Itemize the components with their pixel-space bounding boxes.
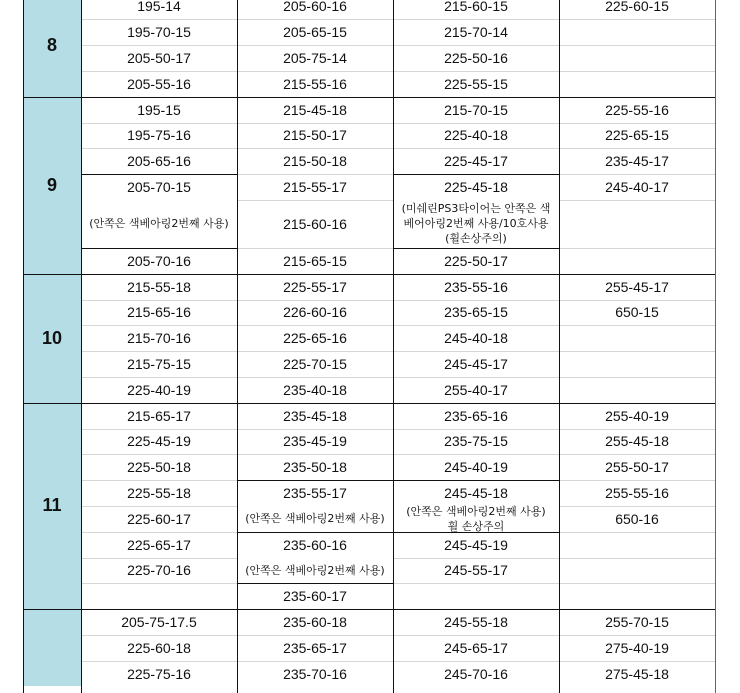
tire-size-cell: 225-65-15 <box>605 127 669 144</box>
tire-size-cell: 255-45-17 <box>605 278 669 295</box>
row-divider <box>559 558 715 559</box>
bearing-note <box>81 200 237 248</box>
tire-size-cell: 255-70-15 <box>605 613 669 630</box>
tire-size-cell: 215-70-16 <box>127 330 191 347</box>
group-label: 10 <box>41 327 63 348</box>
tire-size-cell: 245-40-17 <box>605 178 669 195</box>
tire-size-cell: 235-70-16 <box>283 665 347 682</box>
bearing-note-text <box>402 201 551 246</box>
tire-size-cell: 215-50-18 <box>283 153 347 170</box>
row-divider <box>559 583 715 584</box>
tire-size-cell: 225-55-17 <box>283 278 347 295</box>
tire-size-cell: 235-65-15 <box>444 304 508 321</box>
row-divider <box>393 583 559 584</box>
tire-size-cell: 245-55-18 <box>444 613 508 630</box>
tire-size-cell: 255-55-16 <box>605 484 669 501</box>
tire-size-cell: 245-65-17 <box>444 639 508 656</box>
tire-size-cell: 225-50-18 <box>127 459 191 476</box>
tire-size-cell: 235-45-18 <box>283 407 347 424</box>
table-right-edge <box>715 0 716 693</box>
tire-size-cell: 195-14 <box>137 0 181 15</box>
tire-size-cell: 215-65-17 <box>127 407 191 424</box>
row-divider <box>559 200 715 201</box>
tire-size-cell: 215-65-16 <box>127 304 191 321</box>
tire-size-cell: 205-55-16 <box>127 75 191 92</box>
row-divider <box>559 19 715 20</box>
tire-size-cell: 245-70-16 <box>444 665 508 682</box>
bearing-note <box>393 200 559 248</box>
tire-size-cell: 245-40-19 <box>444 459 508 476</box>
tire-size-cell: 205-65-15 <box>283 24 347 41</box>
tire-size-cell: 235-65-17 <box>283 639 347 656</box>
group-label <box>23 609 81 686</box>
bearing-note-line: (안쪽은 색베아링2번째 사용) <box>245 512 385 526</box>
tire-size-cell: 225-60-15 <box>605 0 669 15</box>
tire-size-cell: 235-55-16 <box>444 278 508 295</box>
row-divider <box>559 325 715 326</box>
tire-size-cell: 215-70-14 <box>444 24 508 41</box>
tire-size-cell: 225-40-19 <box>127 381 191 398</box>
tire-size-cell: 225-65-17 <box>127 536 191 553</box>
tire-size-cell: 225-40-18 <box>444 127 508 144</box>
bearing-note-line: (안쪽은 색베아링2번째 사용) <box>406 504 546 518</box>
bearing-note <box>237 506 393 532</box>
tire-size-cell: 215-75-15 <box>127 355 191 372</box>
tire-size-cell: 215-60-15 <box>444 0 508 15</box>
tire-size-cell: 205-65-16 <box>127 153 191 170</box>
tire-size-cell: 225-65-16 <box>283 330 347 347</box>
tire-size-cell: 225-45-19 <box>127 433 191 450</box>
bearing-note-text <box>245 563 384 578</box>
row-divider <box>559 532 715 533</box>
tire-size-cell: 215-65-15 <box>283 252 347 269</box>
tire-size-cell: 245-55-17 <box>444 562 508 579</box>
tire-size-cell: 205-60-16 <box>283 0 347 15</box>
tire-size-cell: 225-45-17 <box>444 153 508 170</box>
bearing-note-line: (안쪽은 색베아링2번째 사용) <box>245 563 385 577</box>
tire-size-cell: 235-40-18 <box>283 381 347 398</box>
bearing-note <box>393 506 559 532</box>
tire-size-cell: 225-50-16 <box>444 49 508 66</box>
tire-size-cell: 235-75-15 <box>444 433 508 450</box>
tire-size-cell: 235-45-19 <box>283 433 347 450</box>
tire-size-cell: 235-60-17 <box>283 588 347 605</box>
tire-size-cell: 245-45-17 <box>444 355 508 372</box>
tire-size-cell: 195-70-15 <box>127 24 191 41</box>
tire-size-cell: 215-50-17 <box>283 127 347 144</box>
tire-size-cell: 205-75-14 <box>283 49 347 66</box>
tire-size-cell: 215-70-15 <box>444 101 508 118</box>
tire-size-cell: 226-60-16 <box>283 304 347 321</box>
bearing-note-line: (안쪽은 색베아링2번째 사용) <box>89 217 229 231</box>
tire-size-cell: 225-55-18 <box>127 484 191 501</box>
tire-size-cell: 235-60-16 <box>283 536 347 553</box>
tire-size-cell: 225-50-17 <box>444 252 508 269</box>
row-divider <box>559 351 715 352</box>
tire-size-cell: 235-55-17 <box>283 484 347 501</box>
tire-size-cell: 195-75-16 <box>127 127 191 144</box>
tire-size-cell: 215-55-17 <box>283 178 347 195</box>
tire-size-cell: 275-40-19 <box>605 639 669 656</box>
tire-size-cell: 225-45-18 <box>444 178 508 195</box>
tire-size-cell: 255-50-17 <box>605 459 669 476</box>
tire-size-cell: 215-55-16 <box>283 75 347 92</box>
tire-size-cell: 235-50-18 <box>283 459 347 476</box>
group-label: 11 <box>42 495 62 516</box>
bearing-note-text <box>245 511 384 526</box>
tire-size-cell: 235-65-16 <box>444 407 508 424</box>
tire-size-cell: 195-15 <box>137 101 181 118</box>
tire-size-cell: 215-45-18 <box>283 101 347 118</box>
tire-size-cell: 205-70-15 <box>127 178 191 195</box>
tire-size-cell: 245-45-19 <box>444 536 508 553</box>
group-label: 9 <box>46 174 57 195</box>
bearing-note-line: (미쉐린PS3타이어는 안쪽은 색 <box>401 202 551 216</box>
bearing-note-line: 베어아링2번째 사용/10호사용 <box>403 217 549 231</box>
tire-size-cell: 225-75-16 <box>127 665 191 682</box>
row-divider <box>81 583 237 584</box>
tire-size-cell: 215-60-16 <box>283 215 347 232</box>
bearing-note-text <box>406 504 545 534</box>
row-divider <box>559 71 715 72</box>
tire-size-cell: 225-55-16 <box>605 101 669 118</box>
tire-size-cell: 245-45-18 <box>444 484 508 501</box>
tire-size-cell: 205-75-17.5 <box>121 613 197 630</box>
tire-size-cell: 225-55-15 <box>444 75 508 92</box>
tire-size-cell: 235-60-18 <box>283 613 347 630</box>
tire-size-cell: 225-70-15 <box>283 355 347 372</box>
tire-size-cell: 255-40-17 <box>444 381 508 398</box>
tire-size-cell: 650-16 <box>615 510 659 527</box>
bearing-note-line: 휠 손상주의 <box>447 519 505 533</box>
tire-size-cell: 225-60-18 <box>127 639 191 656</box>
row-divider <box>559 377 715 378</box>
bearing-note <box>237 558 393 584</box>
tire-size-cell: 650-15 <box>615 304 659 321</box>
tire-size-cell: 235-45-17 <box>605 153 669 170</box>
tire-size-cell: 225-70-16 <box>127 562 191 579</box>
row-divider <box>559 45 715 46</box>
tire-size-cell: 205-50-17 <box>127 49 191 66</box>
tire-size-cell: 225-60-17 <box>127 510 191 527</box>
tire-size-cell: 215-55-18 <box>127 278 191 295</box>
bearing-note-line: (휠손상주의) <box>445 232 507 246</box>
tire-size-cell: 255-40-19 <box>605 407 669 424</box>
tire-size-cell: 205-70-16 <box>127 252 191 269</box>
tire-size-cell: 245-40-18 <box>444 330 508 347</box>
tire-size-cell: 255-45-18 <box>605 433 669 450</box>
bearing-note-text <box>89 216 228 231</box>
column-border <box>23 0 24 693</box>
row-divider <box>559 248 715 249</box>
group-label: 8 <box>46 34 57 55</box>
tire-size-cell: 275-45-18 <box>605 665 669 682</box>
